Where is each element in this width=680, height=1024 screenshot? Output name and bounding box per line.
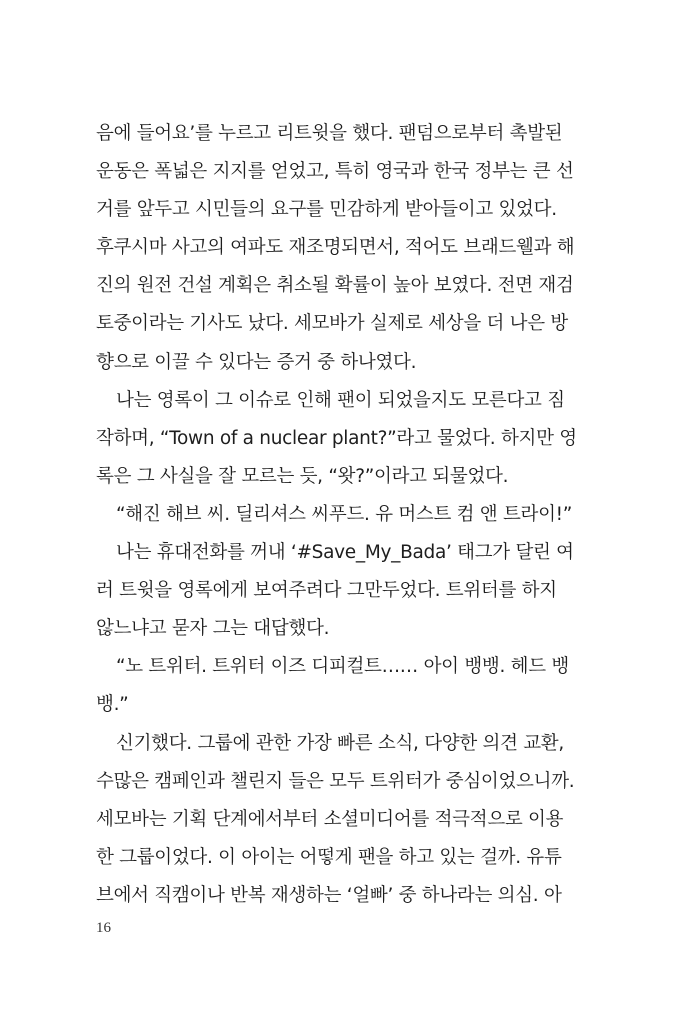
text-line: 후쿠시마 사고의 여파도 재조명되면서, 적어도 브래드웰과 해 [96, 237, 575, 259]
text-line: 토중이라는 기사도 났다. 세모바가 실제로 세상을 더 나은 방 [96, 313, 568, 335]
text-line: 러 트윗을 영록에게 보여주려다 그만두었다. 트위터를 하지 [96, 580, 557, 602]
text-line: 뱅.” [96, 694, 129, 716]
text-line: 수많은 캠페인과 챌린지 들은 모두 트위터가 중심이었으니까. [96, 770, 575, 792]
text-line: 진의 원전 건설 계획은 취소될 확률이 높아 보였다. 전면 재검 [96, 275, 574, 297]
text-line: 나는 휴대전화를 꺼내 ‘#Save_My_Bada’ 태그가 달린 여 [116, 542, 574, 564]
text-line: 음에 들어요’를 누르고 리트윗을 했다. 팬덤으로부터 촉발된 [96, 123, 563, 144]
text-line: 록은 그 사실을 잘 모르는 듯, “왓?”이라고 되물었다. [96, 465, 509, 487]
text-line: 한 그룹이었다. 이 아이는 어떻게 팬을 하고 있는 걸까. 유튜 [96, 846, 562, 868]
text-line: 향으로 이끌 수 있다는 증거 중 하나였다. [96, 351, 417, 373]
text-line: “해진 해브 씨. 딜리셔스 씨푸드. 유 머스트 컴 앤 트라이!” [116, 503, 573, 525]
body-text [96, 118, 577, 918]
text-line: 않느냐고 묻자 그는 대답했다. [96, 618, 330, 640]
text-line: “노 트위터. 트위터 이즈 디피컬트…… 아이 뱅뱅. 헤드 뱅 [116, 656, 569, 678]
text-line: 작하며, “Town of a nuclear plant?”라고 물었다. 하지만 영 [96, 427, 577, 449]
text-line: 세모바는 기획 단계에서부터 소셜미디어를 적극적으로 이용 [96, 808, 564, 830]
text-line: 브에서 직캠이나 반복 재생하는 ‘얼빠’ 중 하나라는 의심. 아 [96, 884, 562, 906]
text-line: 거를 앞두고 시민들의 요구를 민감하게 받아들이고 있었다. [96, 199, 557, 221]
page-number: 16 [96, 920, 111, 936]
text-line: 운동은 폭넓은 지지를 얻었고, 특히 영국과 한국 정부는 큰 선 [96, 161, 574, 183]
text-line: 신기했다. 그룹에 관한 가장 빠른 소식, 다양한 의견 교환, [116, 732, 564, 754]
text-line: 나는 영록이 그 이슈로 인해 팬이 되었을지도 모른다고 짐 [116, 389, 565, 411]
